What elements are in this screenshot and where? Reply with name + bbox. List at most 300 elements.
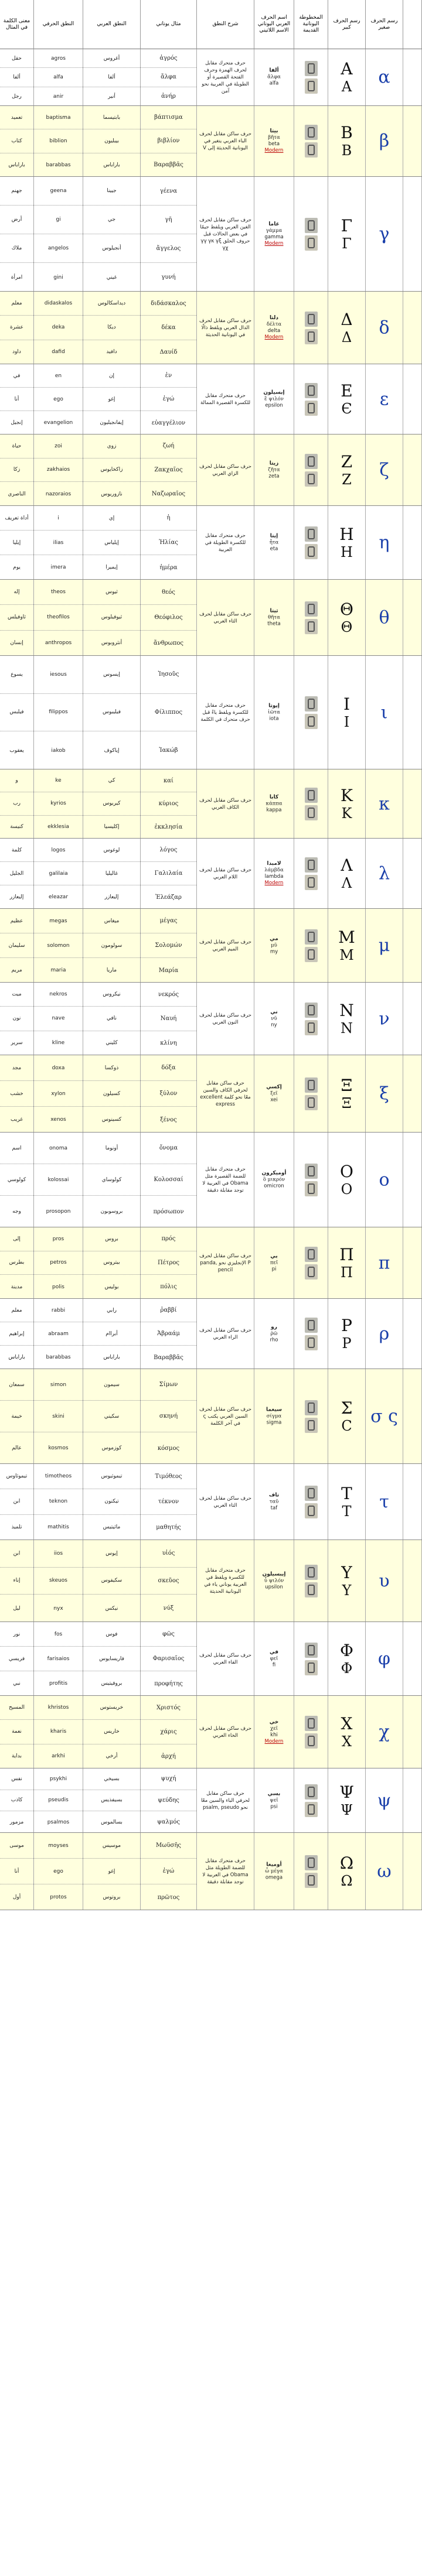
example-greek-word: Γαλιλαία [141, 862, 196, 885]
uppercase-glyph: Ψ [339, 1782, 354, 1802]
uppercase-glyph-alt: Δ [341, 329, 352, 345]
example-meaning: مدينة [11, 1284, 23, 1290]
letter-name [256, 1324, 292, 1343]
example-arabic-pron: نيكروس [83, 983, 140, 1007]
example-greek-word: Ἠλίας [141, 531, 196, 555]
example-latin-pron: farisaios [34, 1647, 83, 1671]
letter-name [256, 1492, 292, 1511]
example-latin-pron: anthropos [45, 640, 72, 646]
uppercase-letter [328, 124, 365, 159]
example-meaning-cell [0, 656, 34, 769]
letter-name-latin: fi [272, 1662, 276, 1668]
pronunciation-explanation: حرف متحرك مقابل لحرف الهمزة وحرف الفتحة القصيرة أو الطويلة في العربية نحو آمن [202, 60, 249, 94]
example-latin-pron: skeuos [34, 1568, 83, 1595]
index-cell [403, 1768, 422, 1832]
lowercase-cell [366, 1133, 403, 1227]
letter-name-cell [254, 1540, 294, 1621]
uppercase-glyph-alt: Θ [341, 618, 353, 635]
ancient-script-cell [294, 1768, 328, 1832]
example-meaning: رب [0, 792, 33, 815]
lowercase-cell [366, 364, 403, 434]
letter-name [256, 861, 292, 887]
letter-name-cell [254, 49, 294, 105]
uppercase-glyph: Ι [343, 694, 350, 714]
example-arabic-pron: أنير [108, 93, 115, 100]
ancient-script-cell [294, 839, 328, 908]
example-arabic-pron-cell [83, 1696, 141, 1768]
example-arabic-pron: بوليس [104, 1284, 119, 1290]
example-latin-pron: ekklesia [47, 824, 69, 830]
example-latin-pron: gini [53, 274, 63, 280]
ancient-manuscript-image [305, 1855, 318, 1870]
letter-name-arabic: مي [270, 936, 278, 942]
table-row [0, 983, 422, 1055]
example-latin-pron: simon [34, 1369, 83, 1401]
lowercase-letter: δ [379, 317, 390, 338]
example-greek-word: Ναζωραῖος [151, 491, 186, 498]
table-row [0, 909, 422, 983]
example-arabic-pron: بروفيتيس [101, 1681, 122, 1686]
example-arabic-pron: نازوريوس [101, 491, 122, 497]
example-meaning: الجليل [0, 862, 33, 885]
pronunciation-explanation: حرف متحرك مقابل للضمة الطويلة مثل Obama في العربية لا توجد مقابلة دقيقة [202, 1857, 249, 1885]
table-row [0, 435, 422, 506]
example-arabic-pron-cell [83, 177, 141, 291]
example-arabic-pron: أنجيلوس [83, 234, 140, 263]
letter-name-latin: kappa [266, 807, 282, 813]
example-latin-pron: abraam [34, 1322, 83, 1346]
lowercase-cell [366, 1622, 403, 1695]
example-greek-word: Σολομών [141, 933, 196, 958]
ancient-manuscript-image [305, 142, 318, 158]
ancient-manuscript-image [305, 788, 318, 803]
example-meaning-cell [0, 1055, 34, 1132]
uppercase-cell [328, 1227, 366, 1298]
example-meaning: إنسان [10, 640, 23, 646]
example-latin-pron: nekros [34, 983, 83, 1007]
example-greek-word: καί [141, 769, 196, 792]
letter-name [256, 936, 292, 955]
example-greek-word: εὐαγγέλιον [151, 419, 186, 426]
letter-name-cell [254, 1227, 294, 1298]
ancient-manuscript-image [305, 1733, 318, 1749]
ancient-manuscript-image [305, 383, 318, 398]
letter-name-latin: lambda [264, 873, 284, 880]
example-arabic-pron: بيبليون [83, 129, 140, 153]
explanation-cell [197, 1696, 254, 1768]
uppercase-glyph: Κ [341, 785, 353, 805]
example-greek-word-cell [141, 292, 197, 364]
index-cell [403, 506, 422, 579]
example-meaning: كولوسي [0, 1164, 33, 1196]
index-cell [403, 364, 422, 434]
example-arabic-pron-cell [83, 1055, 141, 1132]
modern-link[interactable]: Modern [264, 334, 284, 340]
uppercase-letter [328, 1484, 365, 1520]
lowercase-cell [366, 1768, 403, 1832]
letter-name-latin: my [270, 949, 278, 955]
uppercase-glyph-alt: A [341, 78, 352, 95]
example-latin-pron: xenos [50, 1117, 66, 1123]
example-latin-pron: gi [34, 206, 83, 234]
header-latin-pron: النطق الحرفي [34, 0, 83, 49]
example-greek-word-cell [141, 1696, 197, 1768]
letter-name-latin: pi [271, 1266, 277, 1272]
header-upper: رسم الحرف كبير [328, 0, 366, 49]
example-greek-word: δόξα [141, 1055, 196, 1081]
example-meaning-cell [0, 1768, 34, 1832]
pronunciation-explanation: حرف ساكن مقابل لحرف P الإنجليزي نحو panda, pencil [199, 1253, 251, 1273]
example-arabic-pron: سكيني [83, 1401, 140, 1432]
ancient-manuscript-image [305, 1660, 318, 1675]
example-greek-word: ῥαββί [141, 1299, 196, 1322]
uppercase-glyph-alt: X [341, 1733, 352, 1750]
letter-name-arabic: أوميكرون [261, 1170, 287, 1176]
example-arabic-pron: خاريس [83, 1720, 140, 1744]
ancient-manuscript-image [305, 1565, 318, 1580]
uppercase-letter [328, 1641, 365, 1677]
ancient-manuscript-image [305, 329, 318, 344]
uppercase-cell [328, 106, 366, 176]
letter-name [256, 389, 292, 409]
letter-name-cell [254, 656, 294, 769]
letter-name [256, 1719, 292, 1745]
table-row [0, 1369, 422, 1464]
ancient-manuscript-image [305, 125, 318, 140]
example-greek-word-cell [141, 1768, 197, 1832]
example-arabic-pron: زوي [83, 435, 140, 459]
example-arabic-pron-cell [83, 1464, 141, 1540]
example-arabic-pron: إيلياس [83, 531, 140, 555]
example-greek-word-cell [141, 1227, 197, 1298]
example-arabic-pron: أبراام [83, 1322, 140, 1346]
index-cell [403, 1055, 422, 1132]
ancient-manuscript-image [305, 1784, 318, 1800]
letter-name-cell [254, 435, 294, 505]
example-arabic-pron: أغروس [83, 49, 140, 68]
example-latin-pron: nave [34, 1007, 83, 1031]
index-cell [403, 983, 422, 1055]
pronunciation-explanation: حرف ساكن مقابل لحرفي الكاف والسين معًا نحو كلمة excellent express [200, 1080, 251, 1107]
example-meaning: باراباس [8, 162, 25, 168]
example-meaning: اسم [0, 1133, 33, 1164]
example-meaning: معلم [0, 292, 33, 316]
letter-name-greek: θῆτα [268, 614, 280, 620]
example-latin-pron-cell [34, 1833, 83, 1910]
example-greek-word: κύριος [141, 792, 196, 815]
explanation-cell [197, 769, 254, 838]
explanation-cell [197, 177, 254, 291]
example-meaning-cell [0, 1369, 34, 1463]
uppercase-glyph-alt: O [341, 1181, 353, 1198]
letter-name-greek: φεῖ [270, 1655, 278, 1661]
example-arabic-pron: بسالموس [101, 1819, 122, 1825]
example-arabic-pron-cell [83, 1768, 141, 1832]
letter-name [256, 1009, 292, 1028]
example-greek-word: σκεῦος [141, 1568, 196, 1595]
lowercase-letter: ω [377, 1861, 392, 1881]
ancient-manuscript-image [305, 619, 318, 634]
lowercase-cell [366, 1833, 403, 1910]
example-meaning: نبي [13, 1681, 21, 1686]
example-greek-word-cell [141, 1055, 197, 1132]
example-meaning: ابن [0, 1489, 33, 1514]
example-meaning: كنيسة [10, 824, 23, 830]
lowercase-letter: ξ [379, 1083, 389, 1104]
example-latin-pron-cell [34, 769, 83, 838]
example-greek-word-cell [141, 49, 197, 105]
example-greek-word-cell [141, 1133, 197, 1227]
example-arabic-pron: خريستوس [83, 1696, 140, 1720]
example-arabic-pron: إن [83, 364, 140, 388]
example-greek-word: ἄνθρωπος [153, 639, 184, 646]
letter-name [256, 128, 292, 154]
example-latin-pron: maria [50, 967, 66, 973]
example-latin-pron-cell [34, 177, 83, 291]
example-arabic-pron: باراباس [103, 1354, 120, 1360]
letter-name-cell [254, 1833, 294, 1910]
ancient-manuscript-image [305, 696, 318, 711]
example-meaning-cell [0, 364, 34, 434]
letter-name-arabic: رو [271, 1324, 277, 1330]
uppercase-cell [328, 292, 366, 364]
letter-name-arabic: لامبدا [267, 860, 281, 867]
example-greek-word: μέγας [141, 909, 196, 933]
letter-name-cell [254, 364, 294, 434]
letter-name-greek: ἄλφα [267, 74, 281, 80]
lowercase-letter: τ [379, 1491, 389, 1512]
modern-link[interactable]: Modern [264, 148, 284, 153]
letter-name-latin: epsilon [265, 402, 283, 408]
example-meaning-cell [0, 106, 34, 176]
modern-link[interactable]: Modern [264, 880, 284, 886]
example-arabic-pron: إيفانجيليون [100, 420, 124, 426]
lowercase-letter: ο [379, 1169, 390, 1190]
lowercase-cell [366, 983, 403, 1055]
example-arabic-pron: كولوساي [83, 1164, 140, 1196]
example-greek-word: προφήτης [154, 1680, 183, 1687]
uppercase-cell [328, 1055, 366, 1132]
example-latin-pron: iesous [34, 656, 83, 694]
uppercase-letter [328, 217, 365, 252]
example-greek-word: Φίλιππος [141, 694, 196, 732]
lowercase-letter: μ [378, 935, 390, 956]
table-row [0, 1768, 422, 1833]
example-latin-pron: mathitis [47, 1524, 69, 1531]
example-arabic-pron: إيوس [83, 1540, 140, 1568]
example-latin-pron: eleazar [48, 894, 69, 900]
example-latin-pron: zakhaios [34, 459, 83, 483]
letter-name [256, 1649, 292, 1668]
example-greek-word: Τιμόθεος [141, 1464, 196, 1489]
table-row [0, 1055, 422, 1133]
explanation-cell [197, 49, 254, 105]
example-meaning: خيمة [0, 1401, 33, 1432]
table-row [0, 839, 422, 909]
example-greek-word: ξύλον [141, 1081, 196, 1107]
letter-name [256, 221, 292, 247]
letter-name-greek: ἦτα [269, 539, 279, 545]
example-meaning: داود [12, 349, 21, 355]
example-latin-pron: arkhi [52, 1753, 65, 1760]
letter-name-latin: ny [271, 1022, 277, 1028]
lowercase-cell [366, 839, 403, 908]
example-arabic-pron: زاكخايوس [83, 459, 140, 483]
example-arabic-pron: أونوما [83, 1133, 140, 1164]
example-meaning: المسيح [0, 1696, 33, 1720]
example-arabic-pron: موسيس [83, 1833, 140, 1859]
ancient-manuscript-image [305, 526, 318, 542]
lowercase-cell [366, 435, 403, 505]
uppercase-glyph: Φ [340, 1640, 353, 1660]
pronunciation-explanation: حرف ساكن مقابل لحرف اللام العربي [199, 867, 251, 880]
ancient-manuscript-image [305, 1003, 318, 1018]
explanation-cell [197, 292, 254, 364]
letter-name [256, 460, 292, 480]
example-meaning: إناء [0, 1568, 33, 1595]
uppercase-glyph: Ο [340, 1161, 353, 1181]
example-meaning: حياة [0, 435, 33, 459]
example-meaning: مجد [0, 1055, 33, 1081]
letter-name [256, 1571, 292, 1590]
uppercase-letter [328, 60, 365, 95]
example-latin-pron: fos [34, 1622, 83, 1647]
pronunciation-explanation: حرف ساكن مقابل لحرف الزاي العربي [199, 463, 251, 477]
example-meaning: مريم [11, 967, 22, 973]
explanation-cell [197, 1369, 254, 1463]
uppercase-glyph-alt: B [341, 142, 352, 159]
example-latin-pron: evangelion [43, 420, 73, 426]
lowercase-letter: η [379, 532, 390, 553]
header-lower: رسم الحرف صغير [366, 0, 403, 49]
modern-link[interactable]: Modern [264, 1738, 284, 1744]
example-greek-word: λόγος [141, 839, 196, 862]
example-latin-pron: protos [50, 1894, 67, 1900]
example-greek-word: τέκνον [141, 1489, 196, 1514]
example-latin-pron: ilias [34, 531, 83, 555]
example-greek-word: Ἀβραάμ [141, 1322, 196, 1346]
letter-name-latin: gamma [264, 234, 284, 240]
index-cell [403, 292, 422, 364]
example-latin-pron: moyses [34, 1833, 83, 1859]
example-greek-word: ἄλφα [141, 68, 196, 87]
example-arabic-pron: ديداسكالوس [83, 292, 140, 316]
example-arabic-pron: ثيوس [83, 580, 140, 605]
uppercase-glyph-alt: Ξ [342, 1094, 352, 1111]
example-greek-word-cell [141, 1369, 197, 1463]
example-arabic-pron: دافيد [106, 349, 117, 355]
lowercase-letter: λ [378, 863, 390, 884]
example-arabic-pron: كسيلون [83, 1081, 140, 1107]
example-latin-pron-cell [34, 839, 83, 908]
example-meaning: موسى [0, 1833, 33, 1859]
example-arabic-pron: ديكا [83, 316, 140, 340]
ancient-manuscript-image [305, 1486, 318, 1501]
uppercase-glyph: Ζ [341, 451, 353, 471]
letter-name-greek: ὦ μέγα [265, 1868, 283, 1874]
uppercase-glyph-alt: Y [342, 1582, 352, 1599]
lowercase-letter: γ [379, 224, 390, 244]
example-latin-pron-cell [34, 1622, 83, 1695]
example-greek-word: ἐγώ [141, 388, 196, 411]
ancient-manuscript-image [305, 929, 318, 945]
example-greek-word-cell [141, 1833, 197, 1910]
uppercase-letter [328, 600, 365, 635]
uppercase-glyph: Τ [341, 1483, 352, 1503]
example-arabic-pron: بيتروس [83, 1251, 140, 1275]
uppercase-glyph-alt: Є [341, 400, 352, 417]
example-greek-word: γῆ [141, 206, 196, 234]
uppercase-cell [328, 177, 366, 291]
ancient-manuscript-image [305, 875, 318, 890]
example-meaning-cell [0, 177, 34, 291]
letter-name-latin: alfa [269, 80, 279, 87]
lowercase-cell [366, 106, 403, 176]
ancient-script-cell [294, 656, 328, 769]
letter-name-greek: ἒ ψιλόν [264, 396, 284, 402]
example-latin-pron: zoi [34, 435, 83, 459]
index-cell [403, 49, 422, 105]
uppercase-cell [328, 656, 366, 769]
letter-name-greek: λάμβδα [264, 867, 284, 873]
example-meaning-cell [0, 435, 34, 505]
uppercase-cell [328, 1833, 366, 1910]
uppercase-glyph: Γ [341, 215, 353, 235]
ancient-script-cell [294, 1696, 328, 1768]
example-latin-pron: en [34, 364, 83, 388]
uppercase-cell [328, 435, 366, 505]
uppercase-cell [328, 769, 366, 838]
example-meaning: أنا [0, 388, 33, 411]
explanation-cell [197, 1540, 254, 1621]
example-greek-word: ἐγώ [141, 1859, 196, 1884]
letter-name-greek: ταῦ [269, 1499, 279, 1504]
example-latin-pron: didaskalos [34, 292, 83, 316]
pronunciation-explanation: حرف ساكن مقابل لحرف الكاف العربي [199, 797, 251, 810]
example-meaning: غريب [11, 1117, 23, 1123]
example-meaning: يوم [13, 565, 21, 570]
example-latin-pron: psykhi [34, 1768, 83, 1790]
uppercase-cell [328, 1133, 366, 1227]
example-arabic-pron: بسيخي [83, 1768, 140, 1790]
ancient-manuscript-image [305, 1095, 318, 1110]
letter-name [256, 1253, 292, 1272]
uppercase-letter [328, 1076, 365, 1111]
example-arabic-pron: سولومون [83, 933, 140, 958]
uppercase-cell [328, 1622, 366, 1695]
modern-link[interactable]: Modern [264, 240, 284, 247]
uppercase-glyph-alt: H [341, 543, 353, 560]
table-row [0, 580, 422, 656]
example-greek-word: κλίνη [160, 1039, 177, 1046]
letter-name-arabic: تاف [268, 1492, 280, 1498]
uppercase-cell [328, 49, 366, 105]
example-arabic-pron-cell [83, 909, 141, 982]
example-arabic-pron-cell [83, 1369, 141, 1463]
index-cell [403, 1299, 422, 1369]
letter-name-arabic: دلتا [269, 314, 279, 321]
example-greek-word: ἀνήρ [161, 93, 176, 100]
lowercase-letter: β [379, 131, 390, 152]
example-greek-word: Μωϋσῆς [141, 1833, 196, 1859]
example-latin-pron: alfa [34, 68, 83, 87]
example-latin-pron: profitis [49, 1681, 68, 1686]
pronunciation-explanation: حرف ساكن مقابل لحرف الميم العربي [199, 939, 251, 952]
example-arabic-pron: كيريوس [83, 792, 140, 815]
ancient-manuscript-image [305, 1873, 318, 1888]
table-row [0, 1622, 422, 1696]
example-meaning: عشرة [0, 316, 33, 340]
